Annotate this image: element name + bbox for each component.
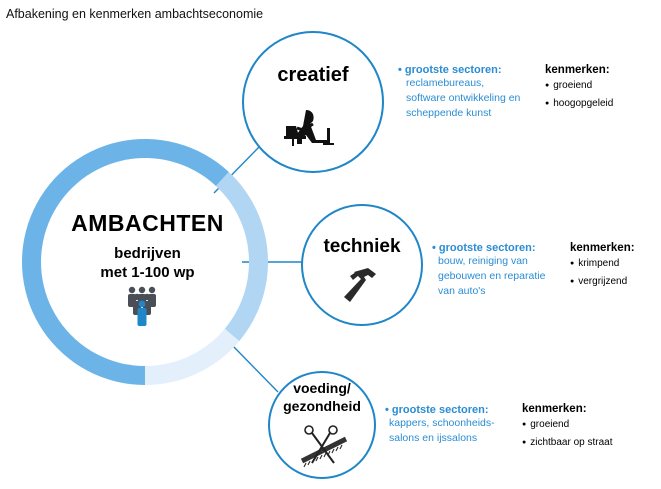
kenmerk-item: ● hoogopgeleid bbox=[545, 95, 655, 113]
sectors-heading-text: grootste sectoren: bbox=[391, 404, 489, 416]
sectors-line: bouw, reiniging van bbox=[438, 255, 528, 267]
label-voeding bbox=[272, 379, 372, 415]
circle-techniek bbox=[302, 205, 422, 325]
sectors-line: gebouwen en reparatie bbox=[438, 270, 546, 282]
main-subtitle bbox=[60, 244, 235, 282]
label-techniek: techniek bbox=[323, 236, 401, 257]
label-creatief: creatief bbox=[277, 64, 349, 86]
sectors-line: scheppende kunst bbox=[406, 107, 492, 119]
kenmerken-voeding bbox=[522, 403, 657, 452]
sectors-line: van auto's bbox=[438, 285, 486, 297]
sectors-heading-text: grootste sectoren: bbox=[438, 242, 536, 254]
kenmerk-item: ● groeiend bbox=[522, 416, 657, 434]
page-title: Afbakening en kenmerken ambachtseconomie bbox=[6, 7, 264, 21]
label-voeding-line2: gezondheid bbox=[283, 398, 361, 414]
circle-creatief bbox=[243, 32, 383, 172]
sectors-heading-text: grootste sectoren: bbox=[404, 64, 502, 76]
sectors-voeding bbox=[385, 404, 515, 446]
people-group-icon bbox=[128, 287, 156, 326]
kenmerk-item: ● groeiend bbox=[545, 77, 655, 95]
sectors-heading: • grootste sectoren: bbox=[398, 64, 502, 76]
kenmerken-heading: kenmerken: bbox=[545, 64, 610, 76]
sectors-line: salons en ijssalons bbox=[389, 432, 478, 444]
sectors-techniek bbox=[432, 242, 562, 299]
main-subtitle-line2: met 1-100 wp bbox=[100, 264, 195, 281]
main-title: AMBACHTEN bbox=[71, 210, 224, 236]
sectors-heading: • grootste sectoren: bbox=[432, 242, 536, 254]
kenmerken-creatief bbox=[545, 64, 655, 113]
sectors-creatief bbox=[398, 64, 538, 121]
sectors-line: software ontwikkeling en bbox=[406, 92, 521, 104]
kenmerken-techniek bbox=[570, 242, 660, 291]
kenmerk-item: ● krimpend bbox=[570, 255, 660, 273]
sectors-line: kappers, schoonheids- bbox=[389, 417, 495, 429]
sectors-list bbox=[438, 254, 562, 299]
main-subtitle-line1: bedrijven bbox=[114, 245, 181, 262]
kenmerken-heading: kenmerken: bbox=[570, 242, 635, 254]
sectors-list bbox=[389, 416, 515, 446]
ring-segment-light bbox=[145, 329, 239, 385]
label-voeding-line1: voeding/ bbox=[293, 380, 351, 396]
kenmerk-item: ● vergrijzend bbox=[570, 273, 660, 291]
sectors-list bbox=[406, 76, 538, 121]
kenmerk-item: ● zichtbaar op straat bbox=[522, 434, 657, 452]
sectors-line: reclamebureaus, bbox=[406, 77, 485, 89]
sectors-heading: • grootste sectoren: bbox=[385, 404, 489, 416]
kenmerken-heading: kenmerken: bbox=[522, 403, 587, 415]
